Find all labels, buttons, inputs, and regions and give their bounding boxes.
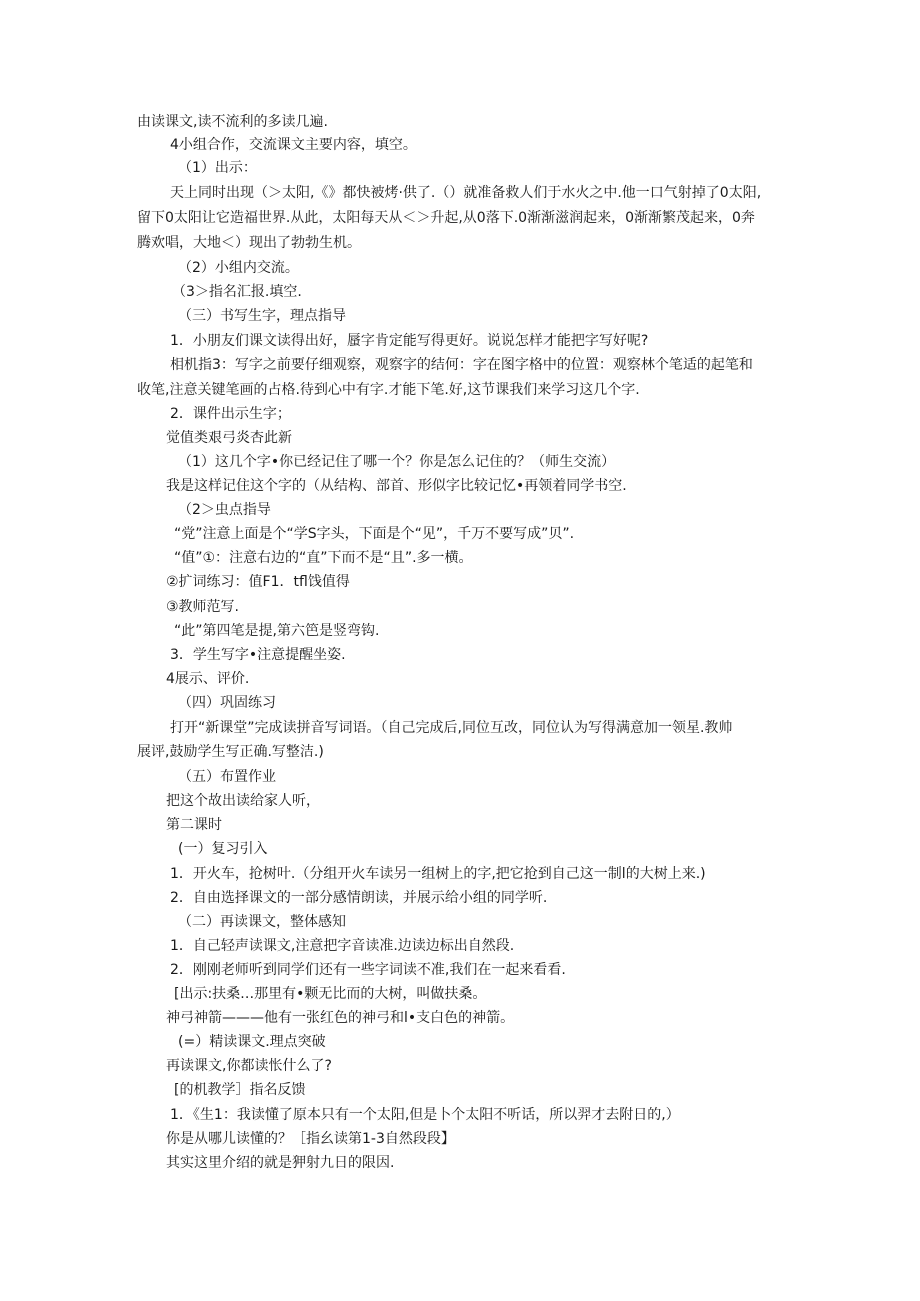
text-line: 3．学生写字•注意提醒坐姿. [170, 647, 346, 663]
text-line: 2．自由选择课文的一部分感情朗读，并展示给小组的同学听. [170, 890, 548, 906]
text-line: 觉值类艰弓炎杏此新 [166, 430, 292, 446]
section-heading: （二）再读课文，整体感知 [178, 914, 346, 930]
text-line: ③教师范写. [166, 599, 240, 615]
text-line: 再读课文,你都读怅什么了? [166, 1058, 332, 1074]
section-heading: (一）复习引入 [178, 841, 268, 857]
lesson-heading: 第二课时 [166, 817, 222, 833]
text-line: 打开“新课堂”完成读拼音写词语。（自己完成后,同位互改，同位认为写得满意加一领星.教帅 [170, 720, 733, 736]
text-line: 2．刚刚老师听到同学们还有一些字词读不准,我们在一起来看看. [170, 962, 566, 978]
text-line: （2）小组内交流。 [178, 260, 299, 276]
text-line: 腾欢唱，大地＜）现出了勃勃生机。 [137, 235, 361, 251]
text-line: 1．小朋友们课文读得出好，蜃字肯定能写得更好。说说怎样才能把字写好呢? [170, 333, 649, 349]
text-line: 你是从哪儿读懂的？［指幺读第1-3自然段段】 [166, 1131, 455, 1147]
text-line: 其实这里介绍的就是狎射九日的限因. [166, 1155, 395, 1171]
section-heading: （五）布置作业 [178, 769, 276, 785]
text-line: “值”①：注意右边的“直”下而不是“且”.多一横。 [174, 550, 473, 566]
text-line: 1．自己轻声读课文,注意把字音读准.边读边标出自然段. [170, 938, 515, 954]
section-heading: （三）书写生字，理点指导 [178, 308, 346, 324]
text-line: 展评,鼓励学生写正确.写整洁.) [137, 744, 324, 760]
text-line: 4展示、评价. [166, 671, 250, 687]
text-line: （3＞指名汇报.填空. [172, 284, 302, 300]
text-line: （2＞虫点指导 [178, 502, 271, 518]
text-line: ②扩词练习：值F1．tfl饯值得 [166, 574, 350, 590]
text-line: 收笔,注意关键笔画的占格.待到心中有字.才能下笔.好,这节课我们来学习这几个字. [137, 382, 640, 398]
text-line: [出示:扶桑…那里有•颗无比而的大树，叫做扶桑。 [174, 986, 487, 1002]
text-line: “党”注意上面是个“学S字头，下面是个“见”，千万不要写成”贝”. [174, 526, 575, 542]
text-line: 4小组合作，交流课文主要内容，填空。 [170, 137, 417, 153]
text-line: 由读课文,读不流利的多读几遍. [137, 114, 328, 130]
text-line: “此”第四笔是提,第六笆是竖弯钩. [174, 623, 380, 639]
text-line: 留下0太阳让它造福世界.从此，太阳每天从＜＞升起,从0落下.0渐渐滋润起来，0渐渐繁茂起来，0奔 [137, 210, 755, 226]
section-heading: （四）巩固练习 [178, 695, 276, 711]
text-line: [的机教学］指名反馈 [174, 1082, 306, 1098]
text-line: 神弓神箭———他有一张红色的神弓和l•支白色的神箭。 [166, 1010, 515, 1026]
text-line: 我是这样记住这个字的（从结构、部首、形似字比较记忆•再领着同学书空. [166, 478, 627, 494]
text-line: 相机指3：写字之前要仔细观察，观察字的结何：字在图字格中的位置：观察林个笔适的起笔和 [170, 357, 753, 373]
text-line: 把这个故出读给家人听， [166, 793, 320, 809]
text-line: （1）这几个字•你已经记住了哪一个？你是怎么记住的？（师生交流） [178, 454, 616, 470]
text-line: （1）出示： [178, 160, 257, 176]
section-heading: (=）精读课文.理点突破 [178, 1034, 326, 1050]
text-line: 天上同时出现（＞太阳,《》都快被烤·供了.（）就准备救人们于水火之中.他一口气射掉了0太阳, [170, 185, 762, 201]
text-line: 1．《生1：我读懂了原本只有一个太阳,但是卜个太阳不听话，所以羿才去附日的,） [170, 1107, 680, 1123]
text-line: 1．开火车，抢树叶.（分组开火车读另一组树上的字,把它抢到自己这一制l的大树上来.) [170, 866, 706, 882]
text-line: 2．课件出示生字； [170, 406, 291, 422]
